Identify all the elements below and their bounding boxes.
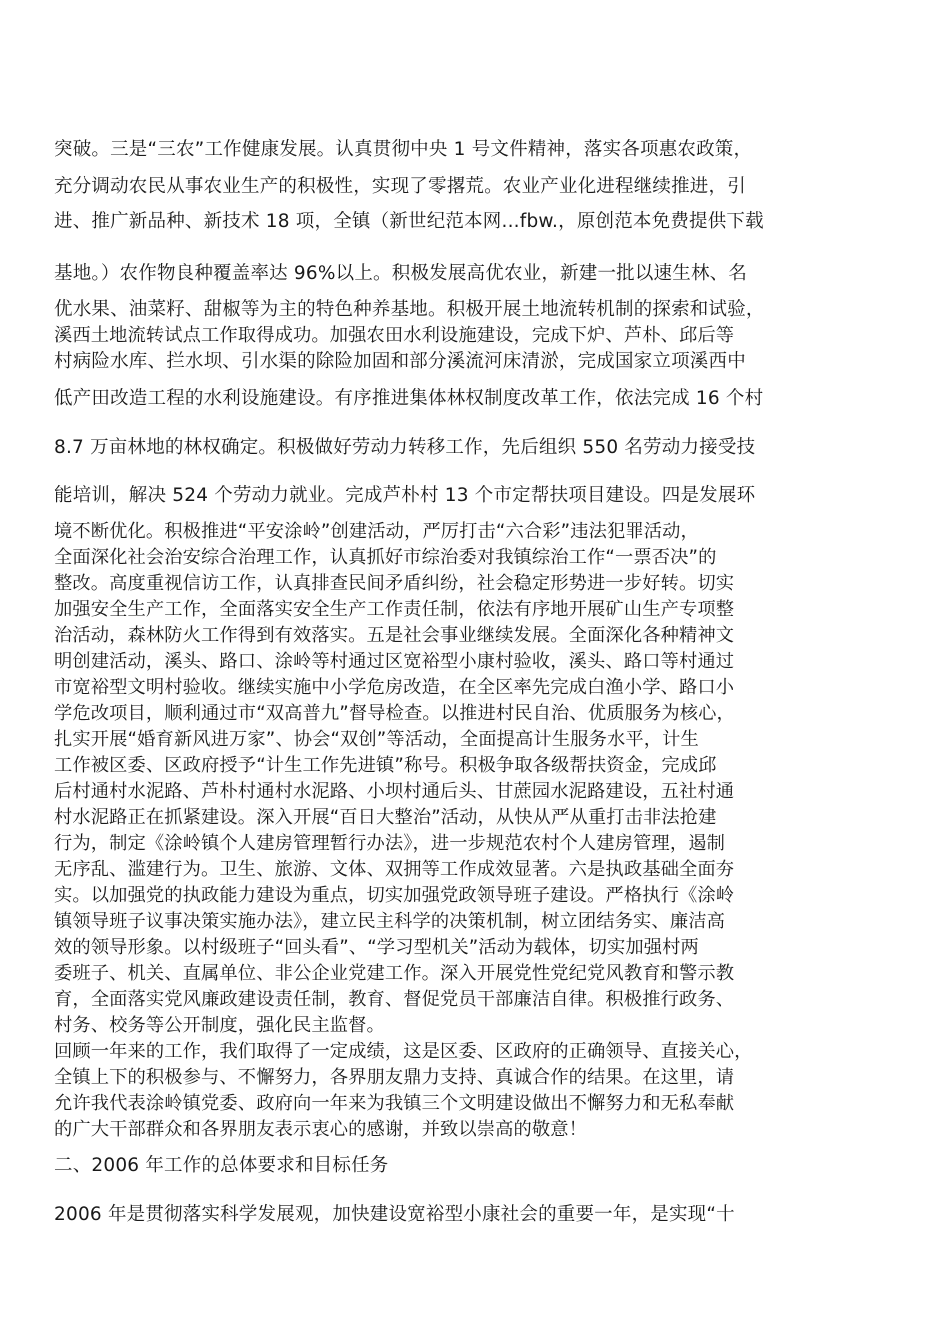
paragraph-line: 村病险水库、拦水坝、引水渠的除险加固和部分溪流河床清淤，完成国家立项溪西中 <box>54 351 746 372</box>
paragraph-line: 无序乱、滥建行为。卫生、旅游、文体、双拥等工作成效显著。六是执政基础全面夯 <box>54 859 735 880</box>
paragraph-line: 8.7 万亩林地的林权确定。积极做好劳动力转移工作，先后组织 550 名劳动力接受技 <box>54 437 756 458</box>
paragraph-line: 整改。高度重视信访工作，认真排查民间矛盾纠纷，社会稳定形势进一步好转。切实 <box>54 573 735 594</box>
paragraph-line: 镇领导班子议事决策实施办法》，建立民主科学的决策机制，树立团结务实、廉洁高 <box>54 911 725 932</box>
paragraph-line: 委班子、机关、直属单位、非公企业党建工作。深入开展党性党纪党风教育和警示教 <box>54 963 735 984</box>
paragraph-line: 回顾一年来的工作，我们取得了一定成绩，这是区委、区政府的正确领导、直接关心， <box>54 1041 753 1062</box>
paragraph-line: 低产田改造工程的水利设施建设。有序推进集体林权制度改革工作，依法完成 16 个村 <box>54 388 764 409</box>
paragraph-line: 能培训，解决 524 个劳动力就业。完成芦朴村 13 个市定帮扶项目建设。四是发展环 <box>54 485 756 506</box>
paragraph-line: 的广大干部群众和各界朋友表示衷心的感谢，并致以崇高的敬意！ <box>54 1119 588 1140</box>
paragraph-line: 基地。）农作物良种覆盖率达 96%以上。积极发展高优农业，新建一批以速生林、名 <box>54 263 748 284</box>
paragraph-line: 治活动，森林防火工作得到有效落实。五是社会事业继续发展。全面深化各种精神文 <box>54 625 735 646</box>
paragraph-line: 允许我代表涂岭镇党委、政府向一年来为我镇三个文明建设做出不懈努力和无私奉献 <box>54 1093 735 1114</box>
paragraph-line: 后村通村水泥路、芦朴村通村水泥路、小坝村通后头、甘蔗园水泥路建设，五社村通 <box>54 781 735 802</box>
paragraph-line: 溪西土地流转试点工作取得成功。加强农田水利设施建设，完成下炉、芦朴、邱后等 <box>54 325 735 346</box>
paragraph-line: 全镇上下的积极参与、不懈努力，各界朋友鼎力支持、真诚合作的结果。在这里，请 <box>54 1067 735 1088</box>
paragraph-line: 工作被区委、区政府授予“计生工作先进镇”称号。积极争取各级帮扶资金，完成邱 <box>54 755 717 776</box>
paragraph-line: 实。以加强党的执政能力建设为重点，切实加强党政领导班子建设。严格执行《涂岭 <box>54 885 735 906</box>
paragraph-line: 市宽裕型文明村验收。继续实施中小学危房改造，在全区率先完成白渔小学、路口小 <box>54 677 735 698</box>
paragraph-line: 加强安全生产工作，全面落实安全生产工作责任制，依法有序地开展矿山生产专项整 <box>54 599 735 620</box>
paragraph-line: 扎实开展“婚育新风进万家”、协会“双创”等活动，全面提高计生服务水平，计生 <box>54 729 699 750</box>
paragraph-line: 全面深化社会治安综合治理工作，认真抓好市综治委对我镇综治工作“一票否决”的 <box>54 547 717 568</box>
paragraph-line: 村务、校务等公开制度，强化民主监督。 <box>54 1015 385 1036</box>
paragraph-line: 充分调动农民从事农业生产的积极性，实现了零撂荒。农业产业化进程继续推进，引 <box>54 176 746 197</box>
paragraph-line: 2006 年是贯彻落实科学发展观，加快建设宽裕型小康社会的重要一年，是实现“十 <box>54 1204 735 1225</box>
section-heading: 二、2006 年工作的总体要求和目标任务 <box>54 1155 389 1176</box>
paragraph-line: 村水泥路正在抓紧建设。深入开展“百日大整治”活动，从快从严从重打击非法抢建 <box>54 807 717 828</box>
paragraph-line: 效的领导形象。以村级班子“回头看”、“学习型机关”活动为载体，切实加强村两 <box>54 937 699 958</box>
paragraph-line: 育，全面落实党风廉政建设责任制，教育、督促党员干部廉洁自律。积极推行政务、 <box>54 989 735 1010</box>
paragraph-line: 明创建活动，溪头、路口、涂岭等村通过区宽裕型小康村验收，溪头、路口等村通过 <box>54 651 735 672</box>
paragraph-line: 学危改项目，顺利通过市“双高普九”督导检查。以推进村民自治、优质服务为核心， <box>54 703 735 724</box>
paragraph-line: 突破。三是“三农”工作健康发展。认真贯彻中央 1 号文件精神，落实各项惠农政策， <box>54 139 753 160</box>
paragraph-line: 优水果、油菜籽、甜椒等为主的特色种养基地。积极开展土地流转机制的探索和试验， <box>54 299 765 320</box>
paragraph-line: 境不断优化。积极推进“平安涂岭”创建活动，严厉打击“六合彩”违法犯罪活动， <box>54 521 699 542</box>
paragraph-line: 进、推广新品种、新技术 18 项，全镇（新世纪范本网...fbw.，原创范本免费提供下载 <box>54 211 764 232</box>
paragraph-line: 行为，制定《涂岭镇个人建房管理暂行办法》，进一步规范农村个人建房管理，遏制 <box>54 833 725 854</box>
